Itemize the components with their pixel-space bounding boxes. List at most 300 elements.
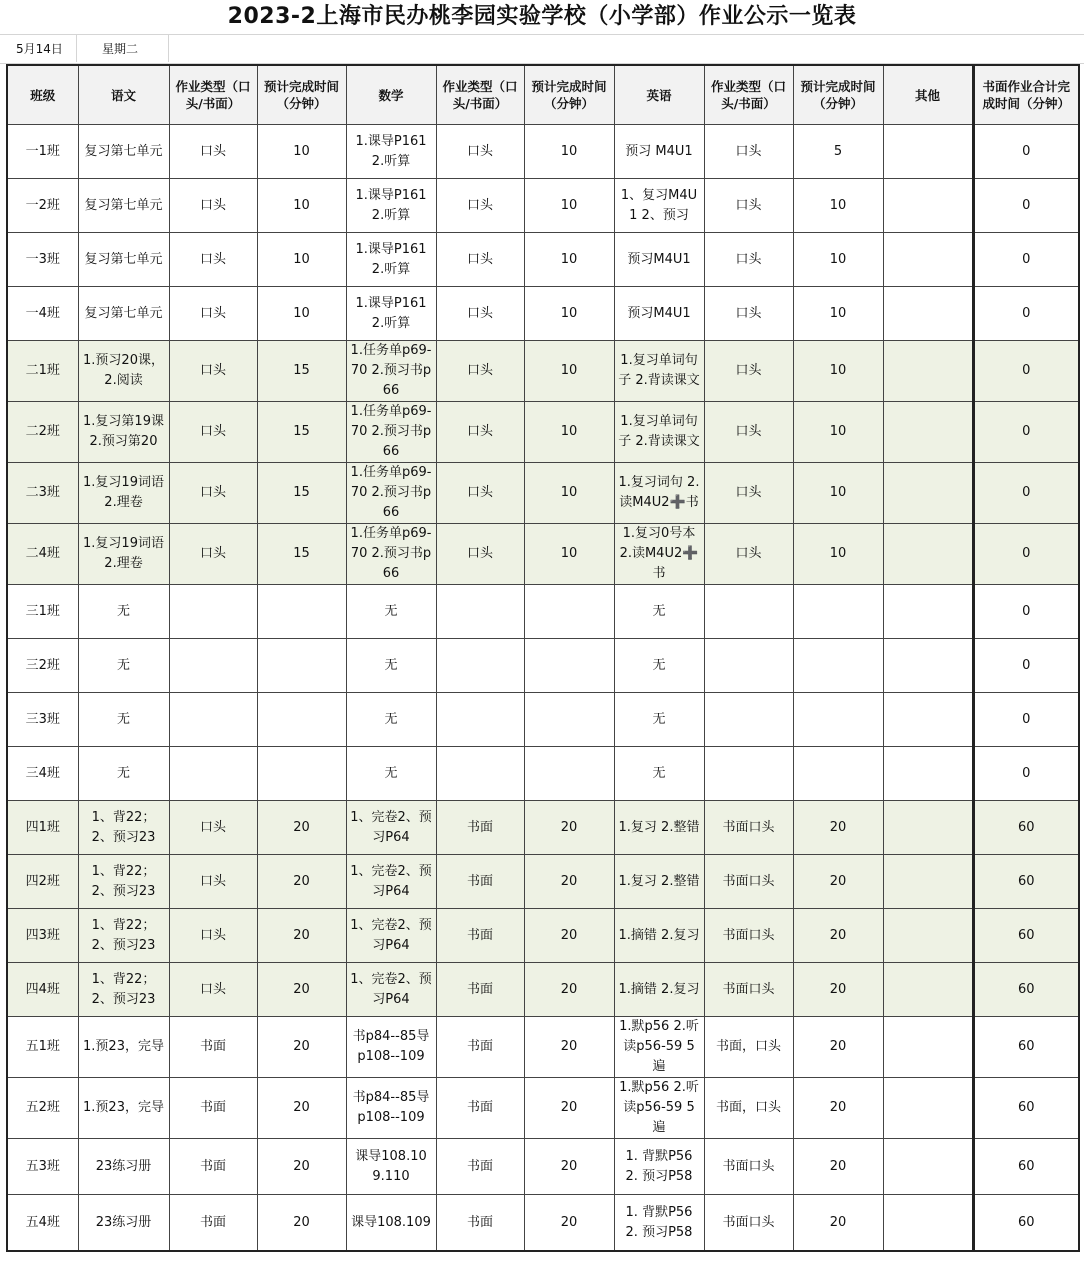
cell-math-type[interactable] — [436, 801, 524, 855]
cell-chinese-type[interactable] — [169, 747, 257, 801]
cell-math-time[interactable] — [524, 963, 614, 1017]
cell-text: 书面 — [466, 1100, 493, 1115]
cell-text: 20 — [293, 819, 310, 835]
cell-chinese[interactable] — [78, 233, 169, 287]
cell-chinese-time[interactable] — [257, 639, 346, 693]
cell-math[interactable] — [346, 463, 436, 524]
cell-class[interactable] — [7, 585, 78, 639]
cell-english-type[interactable] — [704, 1078, 793, 1139]
cell-english[interactable] — [614, 747, 704, 801]
cell-chinese-time[interactable] — [257, 1195, 346, 1252]
cell-chinese-time[interactable] — [257, 179, 346, 233]
header-total-time[interactable]: 书面作业合计完成时间（分钟） — [973, 65, 1079, 125]
cell-chinese-type[interactable] — [169, 855, 257, 909]
table-row — [7, 1139, 1079, 1195]
cell-chinese-type[interactable] — [169, 524, 257, 585]
cell-total-time[interactable] — [973, 1139, 1079, 1195]
cell-total-time[interactable] — [973, 639, 1079, 693]
cell-text: 1、复习M4U1 2、预习 — [620, 187, 698, 223]
cell-math-time[interactable] — [524, 233, 614, 287]
cell-chinese-type[interactable] — [169, 1017, 257, 1078]
cell-chinese-type[interactable] — [169, 1195, 257, 1252]
cell-math-time[interactable] — [524, 639, 614, 693]
cell-other[interactable] — [883, 585, 973, 639]
header-math-time[interactable]: 预计完成时间（分钟） — [524, 65, 614, 125]
cell-math[interactable] — [346, 747, 436, 801]
cell-text: 20 — [560, 927, 578, 943]
table-row — [7, 233, 1079, 287]
cell-class[interactable] — [7, 402, 78, 463]
cell-math-time[interactable] — [524, 287, 614, 341]
header-chinese[interactable]: 语文 — [78, 65, 169, 125]
cell-chinese[interactable] — [78, 1078, 169, 1139]
cell-math-type[interactable] — [436, 524, 524, 585]
cell-text: 0 — [1022, 251, 1031, 267]
cell-english-type[interactable] — [704, 1139, 793, 1195]
cell-math-time[interactable] — [524, 1017, 614, 1078]
cell-text: 口头 — [199, 485, 226, 500]
cell-total-time[interactable] — [973, 287, 1079, 341]
cell-other[interactable] — [883, 341, 973, 402]
cell-chinese[interactable] — [78, 639, 169, 693]
cell-english-time[interactable] — [793, 287, 883, 341]
cell-other[interactable] — [883, 125, 973, 179]
cell-other[interactable] — [883, 524, 973, 585]
cell-text: 口头 — [466, 197, 493, 213]
cell-other[interactable] — [883, 639, 973, 693]
cell-chinese[interactable] — [78, 125, 169, 179]
cell-chinese-time[interactable] — [257, 287, 346, 341]
cell-math-time[interactable] — [524, 909, 614, 963]
table-row — [7, 1017, 1079, 1078]
cell-chinese[interactable] — [78, 1139, 169, 1195]
cell-math[interactable] — [346, 1078, 436, 1139]
cell-english-type[interactable] — [704, 585, 793, 639]
cell-chinese-type[interactable] — [169, 463, 257, 524]
cell-math-type[interactable] — [436, 125, 524, 179]
cell-chinese[interactable] — [78, 1195, 169, 1252]
cell-total-time[interactable] — [973, 341, 1079, 402]
cell-math-time[interactable] — [524, 125, 614, 179]
cell-text: 口头 — [466, 546, 493, 561]
header-english-type[interactable]: 作业类型（口头/书面） — [704, 65, 793, 125]
cell-chinese-time[interactable] — [257, 402, 346, 463]
cell-class[interactable] — [7, 524, 78, 585]
cell-math-type[interactable] — [436, 963, 524, 1017]
cell-text: 0 — [1022, 546, 1031, 561]
cell-text: 二3班 — [25, 485, 60, 500]
cell-other[interactable] — [883, 963, 973, 1017]
cell-math-time[interactable] — [524, 1078, 614, 1139]
cell-other[interactable] — [883, 233, 973, 287]
cell-chinese[interactable] — [78, 747, 169, 801]
cell-english-type[interactable] — [704, 855, 793, 909]
cell-english-time[interactable] — [793, 585, 883, 639]
cell-chinese-type[interactable] — [169, 125, 257, 179]
cell-chinese-time[interactable] — [257, 801, 346, 855]
cell-math-time[interactable] — [524, 179, 614, 233]
cell-math-time[interactable] — [524, 341, 614, 402]
cell-chinese-type[interactable] — [169, 341, 257, 402]
cell-total-time[interactable] — [973, 693, 1079, 747]
cell-math-type[interactable] — [436, 402, 524, 463]
cell-other[interactable] — [883, 179, 973, 233]
cell-text: 0 — [1022, 603, 1031, 619]
cell-chinese-time[interactable] — [257, 963, 346, 1017]
table-row — [7, 463, 1079, 524]
cell-chinese-time[interactable] — [257, 463, 346, 524]
cell-math-time[interactable] — [524, 463, 614, 524]
cell-chinese-time[interactable] — [257, 1017, 346, 1078]
header-english-time[interactable]: 预计完成时间（分钟） — [793, 65, 883, 125]
cell-english-time[interactable] — [793, 693, 883, 747]
cell-math[interactable] — [346, 125, 436, 179]
cell-english[interactable] — [614, 1017, 704, 1078]
cell-english-time[interactable] — [793, 463, 883, 524]
cell-english-type[interactable] — [704, 693, 793, 747]
cell-chinese-type[interactable] — [169, 233, 257, 287]
cell-math-time[interactable] — [524, 402, 614, 463]
cell-chinese-time[interactable] — [257, 524, 346, 585]
cell-chinese[interactable] — [78, 909, 169, 963]
cell-english-time[interactable] — [793, 233, 883, 287]
cell-class[interactable] — [7, 463, 78, 524]
cell-math[interactable] — [346, 402, 436, 463]
cell-english-type[interactable] — [704, 639, 793, 693]
cell-english[interactable] — [614, 693, 704, 747]
header-chinese-time[interactable]: 预计完成时间（分钟） — [257, 65, 346, 125]
cell-english[interactable] — [614, 909, 704, 963]
cell-math-type[interactable] — [436, 693, 524, 747]
cell-math-type[interactable] — [436, 909, 524, 963]
cell-other[interactable] — [883, 1195, 973, 1252]
cell-english-time[interactable] — [793, 909, 883, 963]
cell-text: 20 — [829, 1039, 847, 1054]
cell-class[interactable] — [7, 1195, 78, 1252]
cell-class[interactable] — [7, 125, 78, 179]
cell-english-type[interactable] — [704, 287, 793, 341]
cell-math-time[interactable] — [524, 1139, 614, 1195]
cell-math[interactable] — [346, 585, 436, 639]
cell-other[interactable] — [883, 1139, 973, 1195]
cell-class[interactable] — [7, 909, 78, 963]
cell-text: 1.复习 2.整错 — [618, 819, 700, 835]
cell-chinese-type[interactable] — [169, 179, 257, 233]
cell-text: 1.复习19词语2.理卷 — [83, 475, 164, 510]
cell-english-type[interactable] — [704, 341, 793, 402]
cell-text: 20 — [829, 1214, 847, 1230]
cell-text: 口头 — [466, 485, 493, 500]
cell-chinese[interactable] — [78, 179, 169, 233]
cell-text: 20 — [560, 1158, 578, 1174]
cell-math-type[interactable] — [436, 287, 524, 341]
table-row — [7, 963, 1079, 1017]
cell-math-time[interactable] — [524, 747, 614, 801]
cell-chinese[interactable] — [78, 585, 169, 639]
cell-english[interactable] — [614, 1139, 704, 1195]
cell-english[interactable] — [614, 524, 704, 585]
cell-text: 书面 — [199, 1158, 226, 1174]
cell-english-type[interactable] — [704, 125, 793, 179]
cell-english-type[interactable] — [704, 1017, 793, 1078]
cell-english-type[interactable] — [704, 524, 793, 585]
header-chinese-type[interactable]: 作业类型（口头/书面） — [169, 65, 257, 125]
cell-english-time[interactable] — [793, 963, 883, 1017]
cell-chinese[interactable] — [78, 463, 169, 524]
cell-english-time[interactable] — [793, 639, 883, 693]
cell-class[interactable] — [7, 693, 78, 747]
cell-math-type[interactable] — [436, 463, 524, 524]
cell-english[interactable] — [614, 341, 704, 402]
cell-english[interactable] — [614, 402, 704, 463]
cell-english[interactable] — [614, 801, 704, 855]
cell-text: 五3班 — [25, 1158, 60, 1174]
cell-total-time[interactable] — [973, 855, 1079, 909]
cell-class[interactable] — [7, 287, 78, 341]
cell-class[interactable] — [7, 747, 78, 801]
cell-english-time[interactable] — [793, 1195, 883, 1252]
cell-other[interactable] — [883, 463, 973, 524]
cell-english-time[interactable] — [793, 1078, 883, 1139]
cell-math-type[interactable] — [436, 1078, 524, 1139]
cell-other[interactable] — [883, 801, 973, 855]
cell-text: 复习第七单元 — [84, 305, 163, 321]
cell-text: 10 — [560, 305, 578, 321]
cell-math[interactable] — [346, 909, 436, 963]
cell-chinese-time[interactable] — [257, 585, 346, 639]
cell-text: 二1班 — [25, 363, 60, 378]
cell-other[interactable] — [883, 747, 973, 801]
cell-math-type[interactable] — [436, 1017, 524, 1078]
cell-chinese-type[interactable] — [169, 585, 257, 639]
cell-total-time[interactable] — [973, 585, 1079, 639]
cell-english-type[interactable] — [704, 963, 793, 1017]
cell-english[interactable] — [614, 855, 704, 909]
cell-english[interactable] — [614, 287, 704, 341]
cell-text: 0 — [1022, 197, 1031, 213]
cell-other[interactable] — [883, 287, 973, 341]
cell-chinese[interactable] — [78, 963, 169, 1017]
cell-class[interactable] — [7, 1078, 78, 1139]
cell-english[interactable] — [614, 233, 704, 287]
cell-total-time[interactable] — [973, 747, 1079, 801]
cell-chinese[interactable] — [78, 693, 169, 747]
cell-math-type[interactable] — [436, 1139, 524, 1195]
cell-total-time[interactable] — [973, 801, 1079, 855]
cell-total-time[interactable] — [973, 524, 1079, 585]
cell-math-type[interactable] — [436, 233, 524, 287]
cell-chinese-time[interactable] — [257, 125, 346, 179]
cell-english[interactable] — [614, 585, 704, 639]
cell-chinese-time[interactable] — [257, 693, 346, 747]
cell-text: 无 — [384, 603, 398, 619]
cell-english[interactable] — [614, 639, 704, 693]
cell-english[interactable] — [614, 463, 704, 524]
cell-math[interactable] — [346, 341, 436, 402]
cell-math-time[interactable] — [524, 855, 614, 909]
cell-total-time[interactable] — [973, 1195, 1079, 1252]
cell-math-type[interactable] — [436, 179, 524, 233]
cell-chinese-type[interactable] — [169, 402, 257, 463]
cell-math[interactable] — [346, 855, 436, 909]
cell-chinese[interactable] — [78, 801, 169, 855]
cell-chinese[interactable] — [78, 341, 169, 402]
cell-english-type[interactable] — [704, 801, 793, 855]
cell-chinese[interactable] — [78, 1017, 169, 1078]
cell-total-time[interactable] — [973, 1017, 1079, 1078]
weekday-cell[interactable]: 星期二 — [102, 42, 139, 56]
cell-english-type[interactable] — [704, 233, 793, 287]
cell-english-type[interactable] — [704, 1195, 793, 1252]
cell-text: 10 — [560, 363, 578, 378]
cell-chinese-time[interactable] — [257, 341, 346, 402]
cell-math-type[interactable] — [436, 639, 524, 693]
cell-math-type[interactable] — [436, 585, 524, 639]
cell-text: 三2班 — [25, 657, 60, 673]
cell-other[interactable] — [883, 693, 973, 747]
cell-chinese-type[interactable] — [169, 1139, 257, 1195]
cell-class[interactable] — [7, 179, 78, 233]
cell-math-type[interactable] — [436, 1195, 524, 1252]
date-cell[interactable]: 5月14日 — [16, 42, 63, 56]
cell-text: 口头 — [735, 546, 762, 561]
cell-english-type[interactable] — [704, 463, 793, 524]
cell-math-type[interactable] — [436, 855, 524, 909]
cell-chinese-type[interactable] — [169, 639, 257, 693]
cell-text: 书面 — [199, 1039, 226, 1054]
cell-math-time[interactable] — [524, 693, 614, 747]
cell-class[interactable] — [7, 639, 78, 693]
cell-chinese-type[interactable] — [169, 909, 257, 963]
cell-other[interactable] — [883, 1017, 973, 1078]
cell-text: 无 — [116, 765, 130, 781]
cell-math[interactable] — [346, 1139, 436, 1195]
cell-total-time[interactable] — [973, 179, 1079, 233]
cell-other[interactable] — [883, 402, 973, 463]
cell-text: 0 — [1022, 143, 1031, 159]
cell-class[interactable] — [7, 801, 78, 855]
cell-chinese-time[interactable] — [257, 233, 346, 287]
cell-total-time[interactable] — [973, 1078, 1079, 1139]
cell-class[interactable] — [7, 233, 78, 287]
cell-english-time[interactable] — [793, 341, 883, 402]
cell-math[interactable] — [346, 693, 436, 747]
cell-english-type[interactable] — [704, 179, 793, 233]
cell-math[interactable] — [346, 287, 436, 341]
cell-text: 口头 — [199, 819, 226, 835]
cell-chinese[interactable] — [78, 287, 169, 341]
cell-chinese-time[interactable] — [257, 855, 346, 909]
cell-chinese[interactable] — [78, 402, 169, 463]
cell-english[interactable] — [614, 179, 704, 233]
cell-math[interactable] — [346, 963, 436, 1017]
cell-chinese[interactable] — [78, 524, 169, 585]
cell-math-time[interactable] — [524, 801, 614, 855]
cell-english-time[interactable] — [793, 1139, 883, 1195]
cell-english-type[interactable] — [704, 909, 793, 963]
cell-math-time[interactable] — [524, 524, 614, 585]
cell-english[interactable] — [614, 125, 704, 179]
cell-total-time[interactable] — [973, 233, 1079, 287]
cell-total-time[interactable] — [973, 463, 1079, 524]
cell-english-time[interactable] — [793, 1017, 883, 1078]
cell-text: 无 — [652, 603, 666, 619]
cell-class[interactable] — [7, 1017, 78, 1078]
cell-chinese-type[interactable] — [169, 801, 257, 855]
cell-english-time[interactable] — [793, 179, 883, 233]
cell-english[interactable] — [614, 1195, 704, 1252]
cell-chinese-type[interactable] — [169, 693, 257, 747]
cell-other[interactable] — [883, 1078, 973, 1139]
header-math[interactable]: 数学 — [346, 65, 436, 125]
cell-chinese-type[interactable] — [169, 963, 257, 1017]
cell-other[interactable] — [883, 855, 973, 909]
cell-chinese-time[interactable] — [257, 1078, 346, 1139]
table-row — [7, 855, 1079, 909]
cell-chinese-time[interactable] — [257, 1139, 346, 1195]
header-math-type[interactable]: 作业类型（口头/书面） — [436, 65, 524, 125]
cell-class[interactable] — [7, 1139, 78, 1195]
cell-english-time[interactable] — [793, 747, 883, 801]
cell-english-time[interactable] — [793, 855, 883, 909]
cell-math-time[interactable] — [524, 585, 614, 639]
cell-math[interactable] — [346, 179, 436, 233]
cell-math-type[interactable] — [436, 747, 524, 801]
cell-math[interactable] — [346, 1017, 436, 1078]
cell-chinese-type[interactable] — [169, 287, 257, 341]
cell-english-time[interactable] — [793, 801, 883, 855]
cell-text: 1.复习词句 2.读M4U2➕书 — [618, 475, 700, 510]
header-other[interactable]: 其他 — [883, 65, 973, 125]
cell-chinese-type[interactable] — [169, 1078, 257, 1139]
cell-text: 0 — [1022, 657, 1031, 673]
cell-class[interactable] — [7, 855, 78, 909]
cell-english[interactable] — [614, 963, 704, 1017]
cell-total-time[interactable] — [973, 125, 1079, 179]
cell-text: 0 — [1022, 711, 1031, 727]
cell-math-type[interactable] — [436, 341, 524, 402]
header-english[interactable]: 英语 — [614, 65, 704, 125]
cell-other[interactable] — [883, 909, 973, 963]
cell-class[interactable] — [7, 963, 78, 1017]
cell-math-time[interactable] — [524, 1195, 614, 1252]
cell-english-time[interactable] — [793, 125, 883, 179]
cell-english[interactable] — [614, 1078, 704, 1139]
cell-english-type[interactable] — [704, 402, 793, 463]
cell-english-time[interactable] — [793, 524, 883, 585]
cell-text: 1.任务单p69-70 2.预习书p66 — [350, 343, 432, 398]
cell-chinese-time[interactable] — [257, 909, 346, 963]
cell-total-time[interactable] — [973, 909, 1079, 963]
cell-english-type[interactable] — [704, 747, 793, 801]
cell-text: 口头 — [466, 143, 493, 159]
cell-math[interactable] — [346, 233, 436, 287]
cell-text: 60 — [1017, 819, 1035, 835]
cell-english-time[interactable] — [793, 402, 883, 463]
cell-math[interactable] — [346, 1195, 436, 1252]
header-class[interactable]: 班级 — [7, 65, 78, 125]
cell-class[interactable] — [7, 341, 78, 402]
cell-total-time[interactable] — [973, 402, 1079, 463]
cell-text: 三4班 — [25, 765, 60, 781]
cell-math[interactable] — [346, 524, 436, 585]
cell-total-time[interactable] — [973, 963, 1079, 1017]
cell-chinese-time[interactable] — [257, 747, 346, 801]
cell-chinese[interactable] — [78, 855, 169, 909]
cell-math[interactable] — [346, 801, 436, 855]
cell-math[interactable] — [346, 639, 436, 693]
table-row — [7, 341, 1079, 402]
